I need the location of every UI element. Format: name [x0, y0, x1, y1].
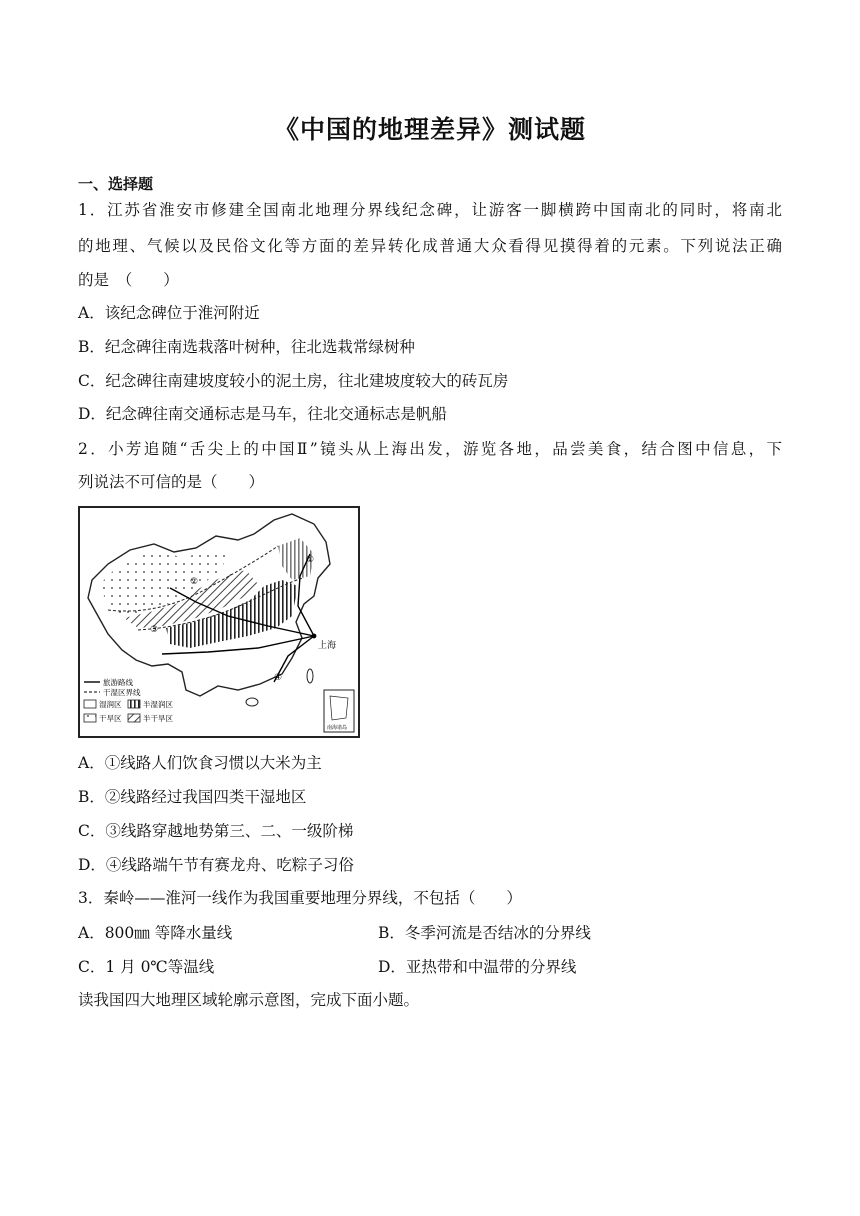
q1-stem-line-1: 1．江苏省淮安市修建全国南北地理分界线纪念碑，让游客一脚横跨中国南北的同时，将南北 [78, 201, 782, 219]
q2-option-d: D．④线路端午节有赛龙舟、吃粽子习俗 [78, 856, 354, 874]
q2-option-b: B．②线路经过我国四类干湿地区 [78, 788, 307, 806]
route-marker-2: ② [190, 577, 199, 587]
section-heading: 一、选择题 [78, 175, 154, 193]
legend-semi-humid: 半湿润区 [143, 700, 173, 709]
q1-option-b: B．纪念碑往南选栽落叶树种，往北选栽常绿树种 [78, 338, 415, 356]
q1-stem-line-3: 的是 （ ） [78, 271, 179, 289]
q3-option-d: D．亚热带和中温带的分界线 [378, 958, 577, 976]
china-dry-wet-map [78, 506, 360, 738]
q1-option-c: C．纪念碑往南建坡度较小的泥土房，往北建坡度较大的砖瓦房 [78, 372, 509, 390]
q3-option-c: C．1 月 0℃等温线 [78, 958, 215, 976]
q2-option-a: A．①线路人们饮食习惯以大米为主 [78, 754, 322, 772]
q1-option-a: A．该纪念碑位于淮河附近 [78, 304, 260, 322]
page-title: 《中国的地理差异》测试题 [273, 115, 586, 144]
route-marker-3: ③ [150, 625, 159, 635]
inset-label: 南海诸岛 [327, 725, 348, 731]
legend-humid: 湿润区 [99, 700, 122, 709]
route-marker-1: ① [306, 555, 315, 565]
q3-stem: 3．秦岭——淮河一线作为我国重要地理分界线，不包括（ ） [78, 889, 522, 907]
q3-option-a: A．800㎜ 等降水量线 [78, 924, 233, 942]
q2-stem-line-2: 列说法不可信的是（ ） [78, 473, 265, 491]
q3-option-b: B．冬季河流是否结冰的分界线 [378, 924, 591, 942]
q1-stem-line-2: 的地理、气候以及民俗文化等方面的差异转化成普通大众看得见摸得着的元素。下列说法正确 [78, 237, 782, 255]
q2-option-c: C．③线路穿越地势第三、二、一级阶梯 [78, 822, 354, 840]
legend-boundary: 干湿区界线 [103, 688, 141, 697]
legend-route: 旅游路线 [103, 678, 133, 687]
legend-arid: 干旱区 [99, 714, 122, 723]
q1-option-d: D．纪念碑往南交通标志是马车，往北交通标志是帆船 [78, 405, 447, 423]
legend-semi-arid: 半干旱区 [143, 714, 173, 723]
route-marker-4: ④ [274, 673, 283, 683]
reading-instruction: 读我国四大地理区域轮廓示意图，完成下面小题。 [78, 991, 420, 1009]
shanghai-label: 上海 [318, 641, 337, 651]
q2-stem-line-1: 2．小芳追随“舌尖上的中国Ⅱ”镜头从上海出发，游览各地，品尝美食，结合图中信息，下 [78, 440, 782, 458]
